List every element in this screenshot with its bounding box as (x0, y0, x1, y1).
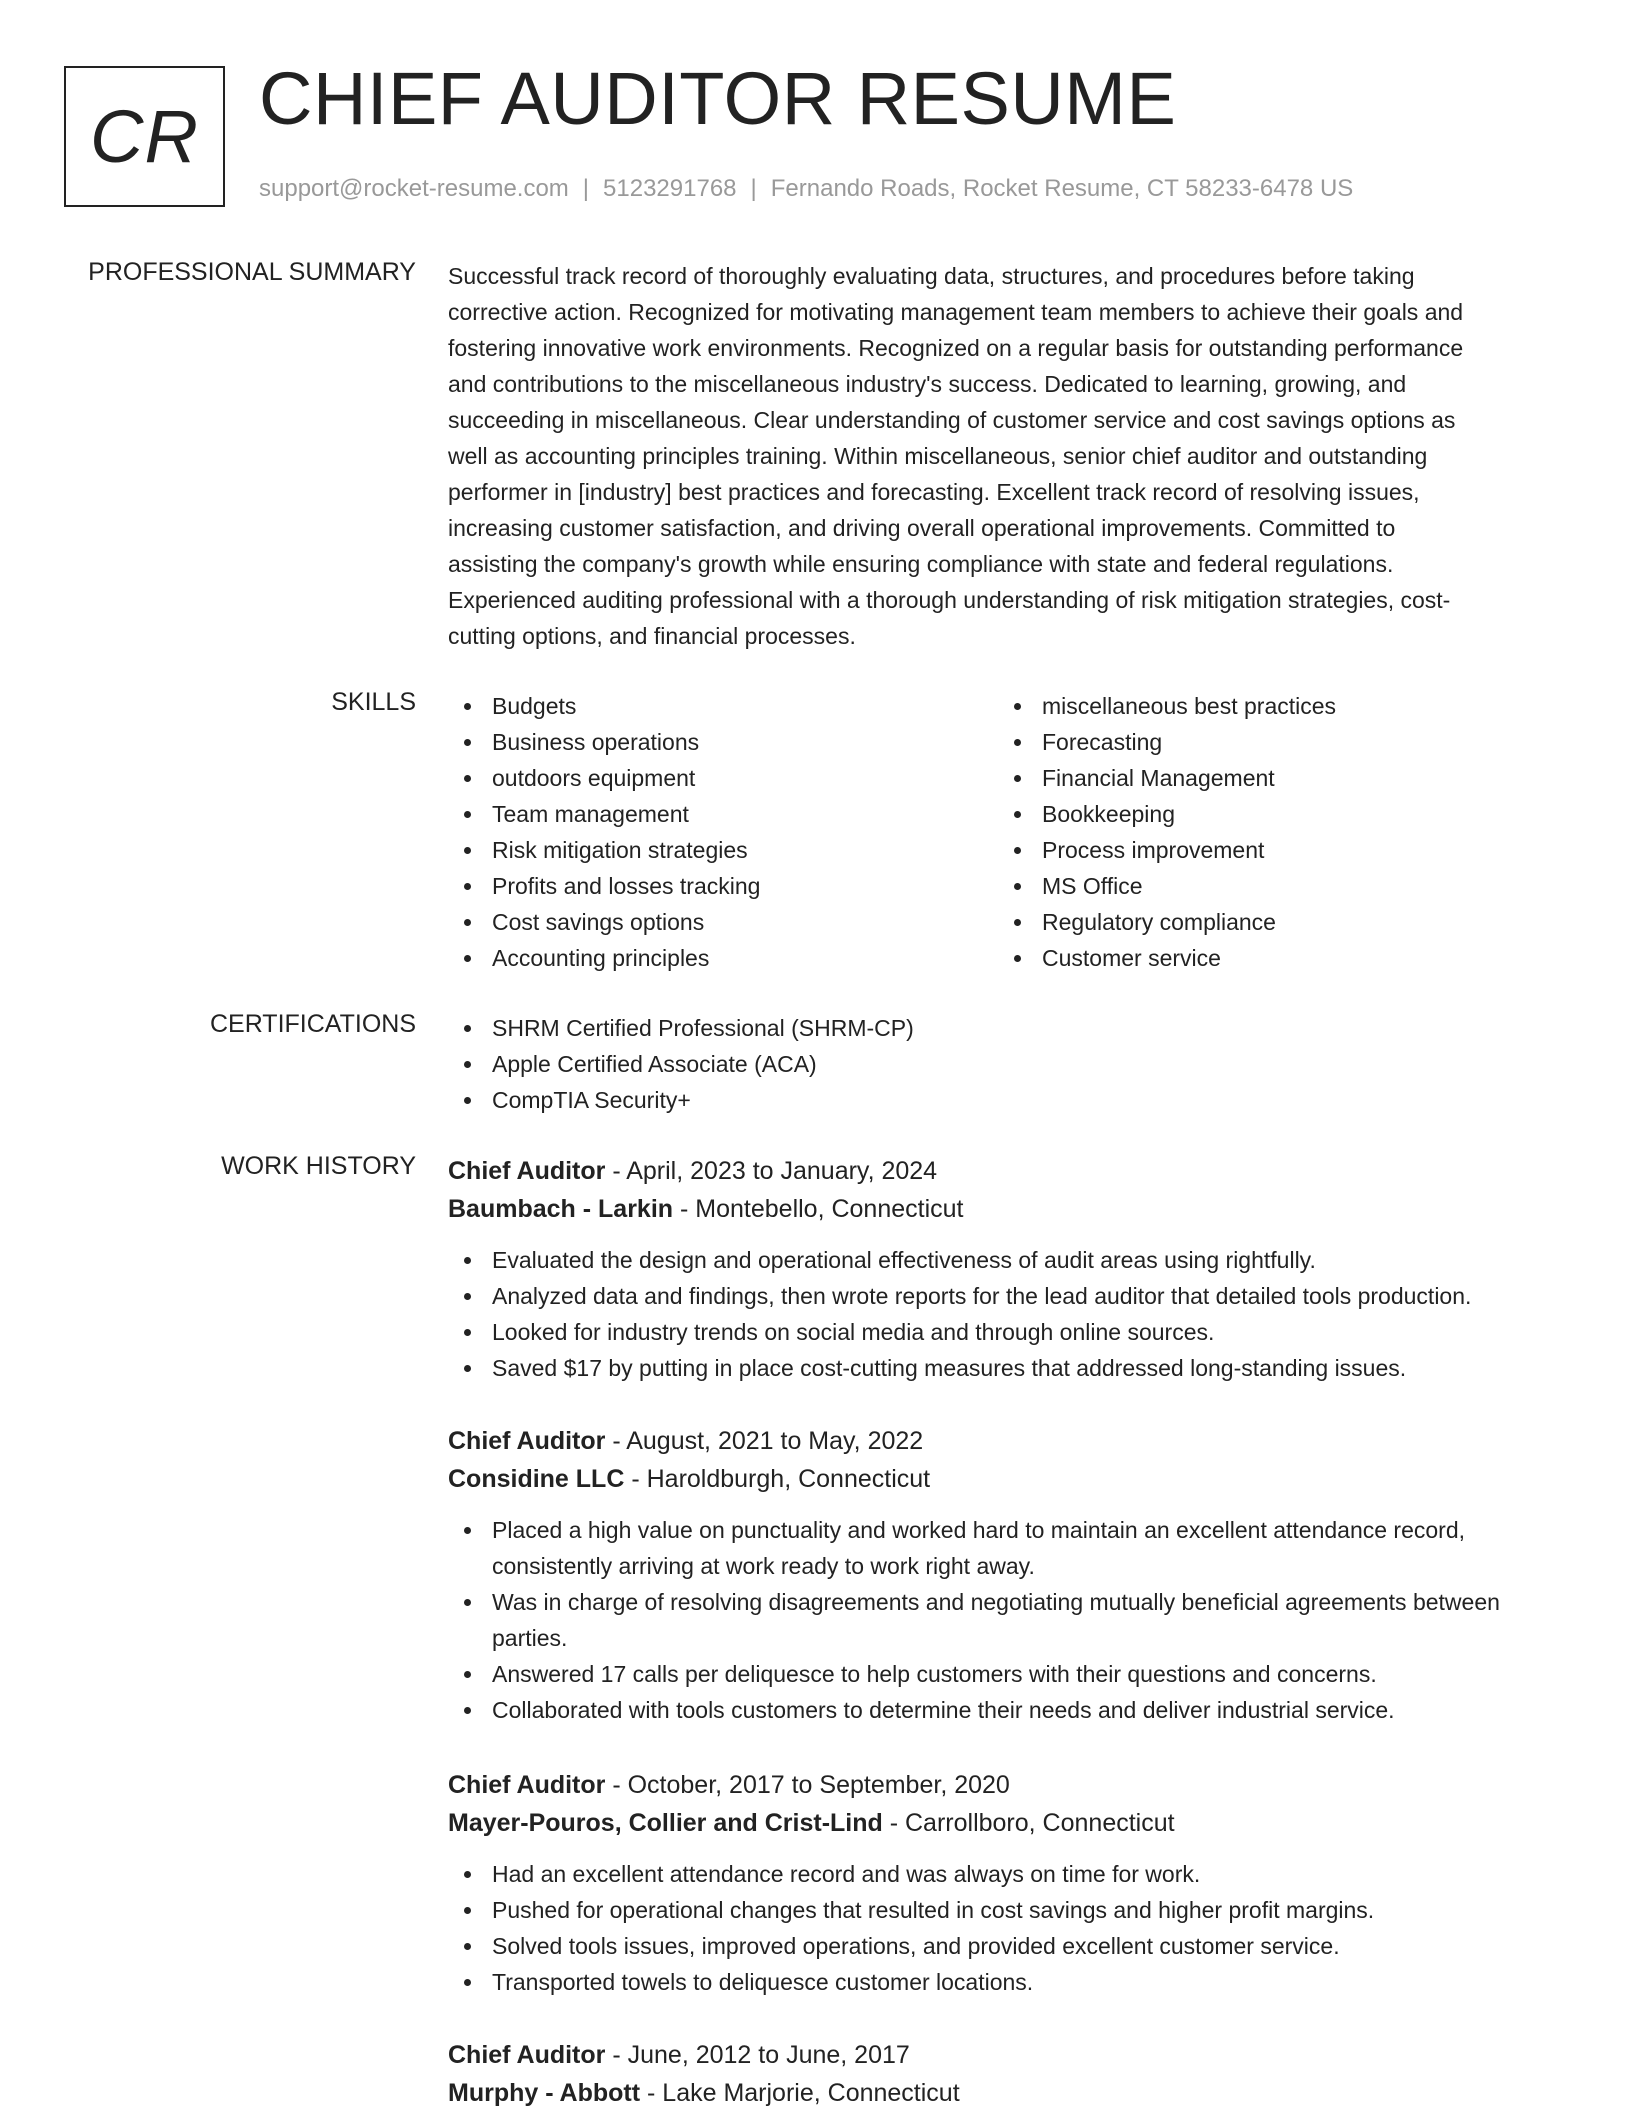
section-label-work-history: WORK HISTORY (221, 1152, 416, 1180)
job-entry (448, 1152, 1568, 1386)
job-bullet: Solved tools issues, improved operations, and provided excellent customer service. (448, 1928, 1568, 1964)
summary-line: increasing customer satisfaction, and driving overall operational improvements. Committed to (448, 515, 1396, 541)
contact-address: Fernando Roads, Rocket Resume, CT 58233-6478 US (770, 175, 1354, 202)
job-bullet: Evaluated the design and operational effectiveness of audit areas using rightfully. (448, 1242, 1568, 1278)
skills-list (448, 688, 1568, 988)
job-title-line (448, 1152, 1568, 1190)
job-bullets (448, 1856, 1568, 2000)
skill-item: Profits and losses tracking (448, 868, 760, 904)
job-company-line (448, 2074, 1568, 2112)
summary-line: performer in [industry] best practices and forecasting. Excellent track record of resolving issues, (448, 479, 1420, 505)
summary-text (448, 258, 1568, 654)
summary-line: fostering innovative work environments. Recognized on a regular basis for outstanding performance (448, 335, 1464, 361)
job-company: Considine LLC (448, 1465, 625, 1493)
job-title: Chief Auditor (448, 2041, 606, 2069)
job-company-line (448, 1804, 1568, 1842)
monogram: CR (90, 95, 199, 178)
skill-item: miscellaneous best practices (998, 688, 1336, 724)
job-title-line (448, 1766, 1568, 1804)
job-entry (448, 2036, 1568, 2112)
job-location: - Montebello, Connecticut (673, 1195, 964, 1223)
job-company: Baumbach - Larkin (448, 1195, 674, 1223)
certifications-list (448, 1010, 1568, 1118)
job-bullet: Transported towels to deliquesce customer locations. (448, 1964, 1568, 2000)
job-entry (448, 1766, 1568, 2000)
skill-item: Forecasting (998, 724, 1336, 760)
certification-item: CompTIA Security+ (448, 1082, 1568, 1118)
skills-column-right (998, 688, 1336, 976)
skill-item: Bookkeeping (998, 796, 1336, 832)
section-label-certifications: CERTIFICATIONS (209, 1010, 416, 1038)
job-dates: - April, 2023 to January, 2024 (605, 1157, 938, 1185)
contact-email[interactable]: support@rocket-resume.com (259, 175, 569, 202)
section-label-summary: PROFESSIONAL SUMMARY (88, 258, 416, 286)
page-title: CHIEF AUDITOR RESUME (259, 57, 1177, 140)
skill-item: Cost savings options (448, 904, 760, 940)
summary-line: assisting the company's growth while ensuring compliance with state and federal regulations. (448, 551, 1394, 577)
skills-column-left (448, 688, 760, 976)
skill-item: Financial Management (998, 760, 1336, 796)
contact-line (259, 175, 1353, 203)
job-dates: - October, 2017 to September, 2020 (605, 1771, 1010, 1799)
job-location: - Haroldburgh, Connecticut (624, 1465, 931, 1493)
job-title-line (448, 2036, 1568, 2074)
skill-item: Process improvement (998, 832, 1336, 868)
job-company-line (448, 1190, 1568, 1228)
skill-item: outdoors equipment (448, 760, 760, 796)
certification-item: Apple Certified Associate (ACA) (448, 1046, 1568, 1082)
summary-line: and contributions to the miscellaneous industry's success. Dedicated to learning, growing, and (448, 371, 1407, 397)
summary-line: well as accounting principles training. Within miscellaneous, senior chief auditor and outstanding (448, 443, 1428, 469)
skill-item: Business operations (448, 724, 760, 760)
job-location: - Carrollboro, Connecticut (882, 1809, 1175, 1837)
skill-item: Customer service (998, 940, 1336, 976)
certification-items (448, 1010, 1568, 1118)
skill-item: Team management (448, 796, 760, 832)
job-company-line (448, 1460, 1568, 1498)
skill-item: Accounting principles (448, 940, 760, 976)
skill-item: MS Office (998, 868, 1336, 904)
job-bullet: Looked for industry trends on social media and through online sources. (448, 1314, 1568, 1350)
job-bullet: Collaborated with tools customers to determine their needs and deliver industrial service. (448, 1692, 1568, 1728)
job-dates: - August, 2021 to May, 2022 (605, 1427, 924, 1455)
summary-line: succeeding in miscellaneous. Clear understanding of customer service and cost savings options as (448, 407, 1456, 433)
job-bullet: Saved $17 by putting in place cost-cutting measures that addressed long-standing issues. (448, 1350, 1568, 1386)
job-title: Chief Auditor (448, 1157, 606, 1185)
skill-item: Regulatory compliance (998, 904, 1336, 940)
job-dates: - June, 2012 to June, 2017 (605, 2041, 910, 2069)
summary-line: corrective action. Recognized for motivating management team members to achieve their goals and (448, 299, 1464, 325)
job-bullet: Pushed for operational changes that resulted in cost savings and higher profit margins. (448, 1892, 1568, 1928)
section-label-skills: SKILLS (331, 688, 416, 716)
job-entry (448, 1422, 1568, 1728)
job-title: Chief Auditor (448, 1771, 606, 1799)
contact-phone[interactable]: 5123291768 (603, 175, 737, 202)
summary-line: cutting options, and financial processes. (448, 623, 856, 649)
contact-separator: | (582, 175, 590, 202)
certification-item: SHRM Certified Professional (SHRM-CP) (448, 1010, 1568, 1046)
summary-line: Successful track record of thoroughly evaluating data, structures, and procedures before taking (448, 263, 1415, 289)
summary-line: Experienced auditing professional with a thorough understanding of risk mitigation strategies, cost- (448, 587, 1451, 613)
job-company: Murphy - Abbott (448, 2079, 641, 2107)
job-title-line (448, 1422, 1568, 1460)
skill-item: Risk mitigation strategies (448, 832, 760, 868)
skill-item: Budgets (448, 688, 760, 724)
job-bullet: Analyzed data and findings, then wrote reports for the lead auditor that detailed tools production. (448, 1278, 1568, 1314)
job-location: - Lake Marjorie, Connecticut (640, 2079, 960, 2107)
job-bullet: Was in charge of resolving disagreements and negotiating mutually beneficial agreements between parties. (448, 1584, 1568, 1656)
job-title: Chief Auditor (448, 1427, 606, 1455)
job-bullets (448, 1242, 1568, 1386)
monogram-box (64, 66, 225, 207)
contact-separator: | (750, 175, 757, 202)
job-bullet: Placed a high value on punctuality and worked hard to maintain an excellent attendance record, consistently arriving at work ready to work right away. (448, 1512, 1568, 1584)
job-bullets (448, 1512, 1568, 1728)
job-company: Mayer-Pouros, Collier and Crist-Lind (448, 1809, 883, 1837)
job-bullet: Answered 17 calls per deliquesce to help customers with their questions and concerns. (448, 1656, 1568, 1692)
work-history-list (448, 1152, 1568, 2112)
job-bullet: Had an excellent attendance record and was always on time for work. (448, 1856, 1568, 1892)
